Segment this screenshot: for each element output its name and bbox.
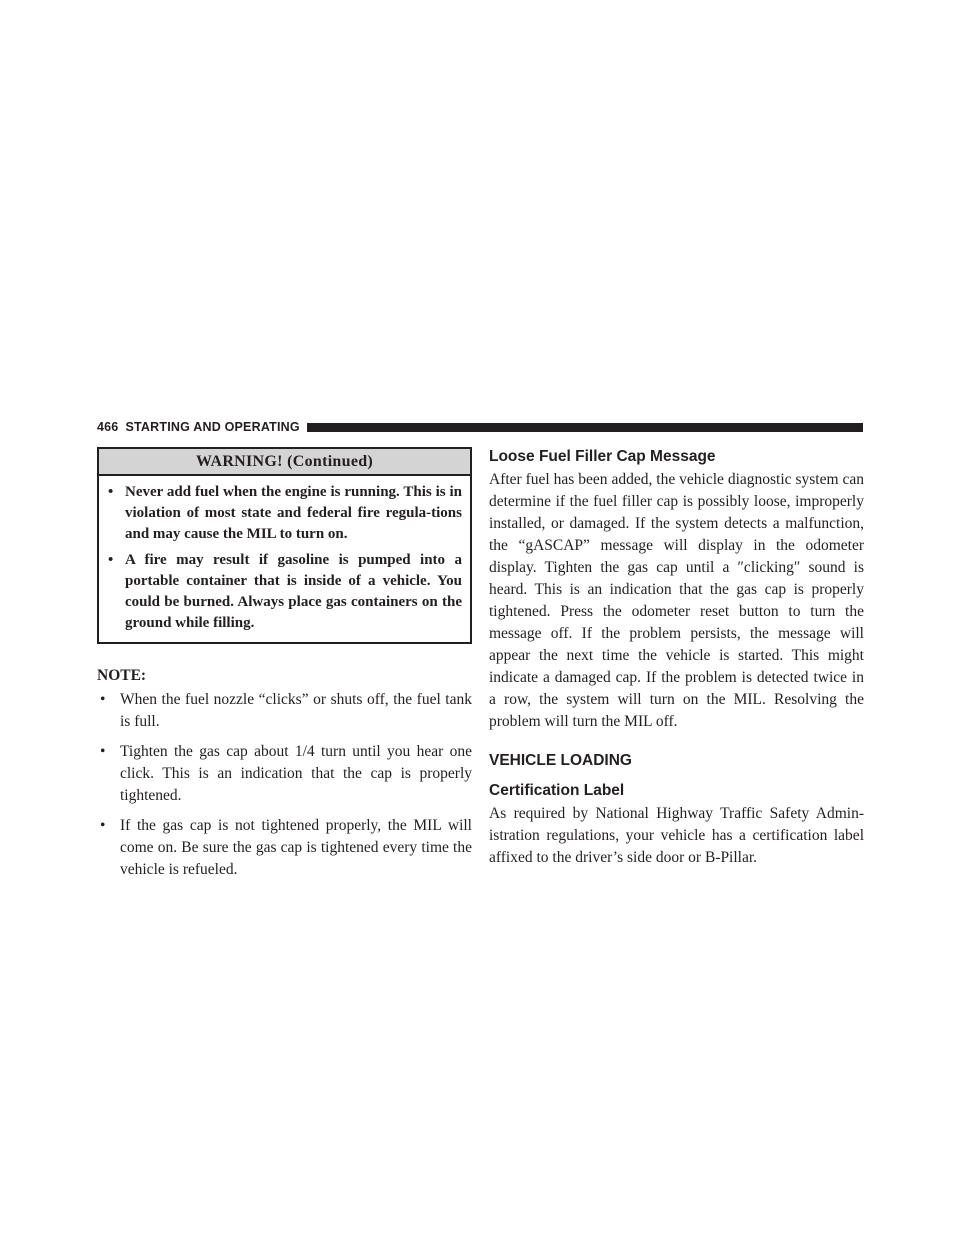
section-title: STARTING AND OPERATING [125,420,300,434]
note-item-text: If the gas cap is not tightened properly, the MIL will come on. Be sure the gas cap is tightened every time the vehicle is refueled. [120,817,472,878]
note-label: NOTE: [97,667,147,684]
warning-item [105,550,462,634]
page-header [97,420,863,434]
bullet-icon: • [100,691,106,708]
note-list [97,689,472,881]
note-item-text: When the fuel nozzle “clicks” or shuts off, the fuel tank is full. [120,691,472,730]
note-item [97,689,472,733]
certification-label-heading: Certification Label [489,782,625,799]
warning-item [105,482,462,545]
note-item [97,741,472,807]
page-number: 466 [97,420,119,434]
note-item-text: Tighten the gas cap about 1/4 turn until you hear one click. This is an indication that the cap is properly tightened. [120,743,472,804]
bullet-icon: • [108,552,114,568]
warning-item-text: Never add fuel when the engine is running. This is in violation of most state and federal fire regula-tions and may cause the MIL to turn on. [125,484,462,542]
warning-list [99,476,470,642]
bullet-icon: • [100,817,106,834]
bullet-icon: • [108,484,114,500]
note-item [97,815,472,881]
warning-box [97,447,472,644]
bullet-icon: • [100,743,106,760]
header-rule [307,423,863,432]
loose-cap-body: After fuel has been added, the vehicle diagnostic system can determine if the fuel filler cap is possibly loose, improperly installed, or damaged. If the system detects a malfunction, the “gASCAP” message will display in the odometer display. Tighten the gas cap until a ″clicking″ sound is heard. This is an indication that the gas cap is properly tightened. Press the odometer reset button to turn the message off. If the problem persists, the message will appear the next time the vehicle is started. This might indicate a damaged cap. If the problem is detected twice in a row, the system will turn on the MIL. Resolving the problem will turn the MIL off. [489,471,864,730]
warning-title: WARNING! (Continued) [99,449,470,476]
certification-label-body: As required by National Highway Traffic Safety Admin-istration regulations, your vehicle has a certification label affixed to the driver’s side door or B-Pillar. [489,805,864,866]
left-column [97,447,472,881]
vehicle-loading-heading: VEHICLE LOADING [489,752,632,769]
warning-item-text: A fire may result if gasoline is pumped into a portable container that is inside of a vehicle. You could be burned. Always place gas containers on the ground while filling. [125,552,462,631]
right-column [489,447,864,869]
loose-cap-heading: Loose Fuel Filler Cap Message [489,448,716,465]
